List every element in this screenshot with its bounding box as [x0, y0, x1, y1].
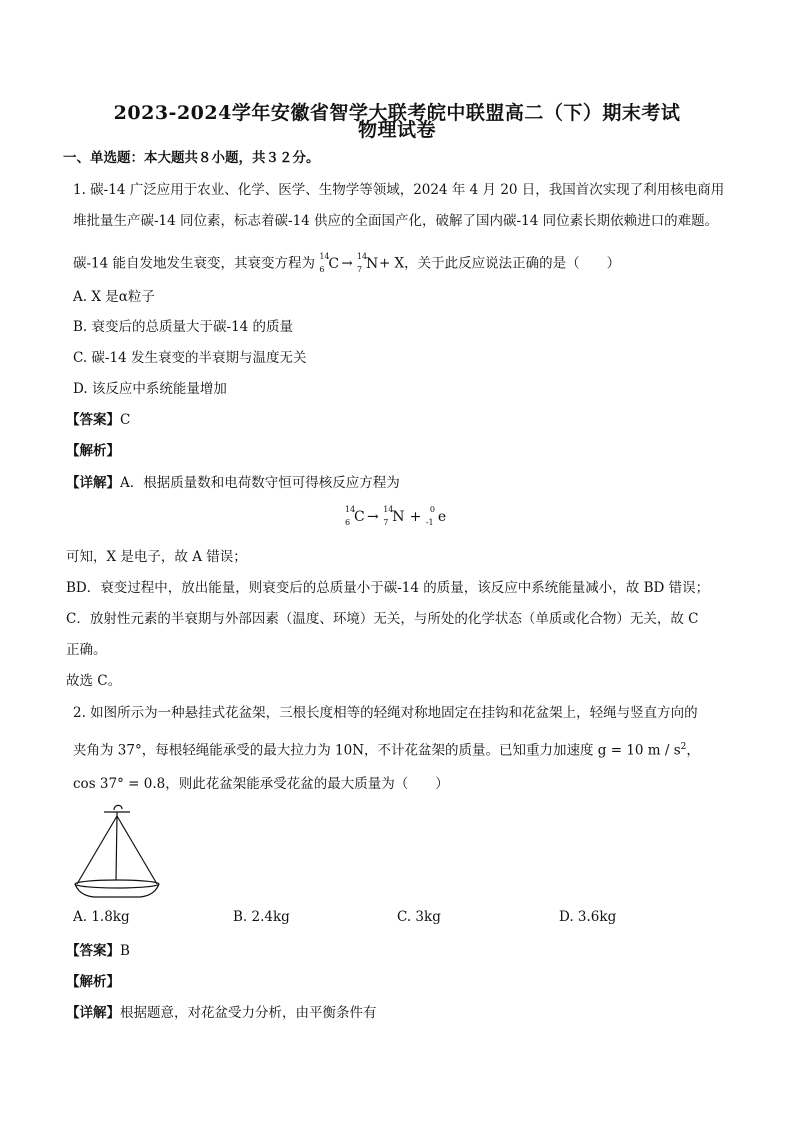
- eq-nitrogen: [383, 505, 405, 529]
- q1-equation: [345, 505, 450, 529]
- q1-option-a: A. X 是α粒子: [73, 289, 155, 305]
- q2-superscript: 2: [680, 742, 687, 752]
- q2-analysis-tag: 【解析】: [66, 974, 120, 990]
- rope-right: [117, 816, 157, 884]
- q1-line3-post: ，关于此反应说法正确的是（ ）: [404, 255, 621, 272]
- eq-carbon-charge: 6: [345, 518, 351, 527]
- q2-line2-text: 夹角为 37°，每根轻绳能承受的最大拉力为 10N，不计花盆架的质量。已知重力加速度 g = 10 m / s: [73, 742, 681, 759]
- eq-electron-mass: 0: [429, 505, 435, 514]
- exam-title: 2023-2024学年安徽省智学大联考皖中联盟高二（下）期末考试: [113, 102, 681, 124]
- carbon-symbol: C: [328, 256, 340, 272]
- q1-line3: [73, 252, 620, 276]
- q1-line-l5: 故选 C。: [66, 673, 122, 689]
- q2-detail: [66, 1003, 377, 1023]
- q2-line3: cos 37° = 0.8，则此花盆架能承受花盆的最大质量为（ ）: [73, 776, 449, 792]
- detail-text: A．根据质量数和电荷数守恒可得核反应方程为: [120, 475, 400, 491]
- q2-answer: [66, 941, 130, 961]
- eq-plus: +: [409, 509, 422, 525]
- q2-option-d: D. 3.6kg: [559, 909, 617, 925]
- q1-line-l1: 可知，X 是电子，故 A 错误；: [66, 549, 247, 565]
- eq-carbon-symbol: C: [354, 509, 365, 525]
- nitrogen-symbol: N: [365, 256, 379, 272]
- q1-line2: 堆批量生产碳-14 同位素，标志着碳-14 供应的全面国产化，破解了国内碳-14 同位素长期依赖进口的难题。: [73, 213, 719, 229]
- eq-arrow: →: [367, 509, 379, 525]
- hook-icon: [114, 805, 122, 810]
- q2-option-c: C. 3kg: [397, 909, 441, 925]
- q1-detail: [66, 473, 400, 493]
- basin-body: [75, 884, 159, 897]
- q1-line-l4: 正确。: [66, 642, 107, 658]
- eq-electron-symbol: e: [437, 509, 447, 525]
- q1-line-l3: C．放射性元素的半衰期与外部因素（温度、环境）无关，与所处的化学状态（单质或化合物）无关，故 C: [66, 611, 699, 627]
- q1-line-l2: BD．衰变过程中，放出能量，则衰变后的总质量小于碳-14 的质量，该反应中系统能量减小，故 BD 错误；: [66, 580, 710, 596]
- carbon-charge: 6: [319, 265, 325, 274]
- q1-option-d: D. 该反应中系统能量增加: [73, 381, 227, 397]
- exam-subtitle: [0, 115, 794, 142]
- section-heading: 一、单选题：本大题共８小题，共３２分。: [63, 150, 320, 166]
- plus-x: + X: [378, 255, 405, 272]
- q2-line2: [73, 737, 700, 761]
- nitrogen-charge: 7: [356, 265, 363, 274]
- eq-carbon-mass: 14: [345, 505, 356, 514]
- q1-answer: [66, 410, 130, 430]
- carbon-nuclide: [319, 252, 341, 276]
- answer-value: C: [120, 412, 131, 428]
- eq-nitrogen-symbol: N: [392, 509, 405, 525]
- eq-electron-charge: -1: [425, 518, 434, 527]
- q1-line3-pre: 碳-14 能自发地发生衰变，其衰变方程为: [73, 255, 316, 272]
- eq-electron: [426, 505, 450, 529]
- flowerpot-hanger-figure: [72, 800, 162, 902]
- q1-option-c: C. 碳-14 发生衰变的半衰期与温度无关: [73, 350, 307, 366]
- decay-arrow: →: [341, 255, 353, 272]
- detail-tag: 【详解】: [66, 475, 120, 491]
- eq-nitrogen-charge: 7: [383, 518, 389, 527]
- nitrogen-mass: 14: [356, 252, 368, 261]
- eq-carbon: [345, 505, 367, 529]
- carbon-mass: 14: [319, 252, 330, 261]
- q2-answer-tag: 【答案】: [66, 943, 120, 959]
- q2-line2-end: ，: [686, 742, 700, 759]
- q2-option-b: B. 2.4kg: [233, 909, 290, 925]
- q1-line1: 1. 碳-14 广泛应用于农业、化学、医学、生物学等领域，2024 年 4 月 20 日，我国首次实现了利用核电商用: [73, 182, 725, 198]
- q1-option-b: B. 衰变后的总质量大于碳-14 的质量: [73, 319, 294, 335]
- answer-tag: 【答案】: [66, 412, 120, 428]
- rope-left: [77, 816, 117, 884]
- rope-middle: [116, 816, 117, 880]
- q1-analysis-tag: 【解析】: [66, 443, 120, 459]
- q2-detail-tag: 【详解】: [66, 1005, 120, 1021]
- eq-nitrogen-mass: 14: [383, 505, 394, 514]
- subtitle-text: 物理试卷: [357, 119, 436, 141]
- nitrogen-nuclide: [357, 252, 379, 276]
- q2-detail-text: 根据题意，对花盆受力分析，由平衡条件有: [120, 1005, 377, 1021]
- q2-answer-value: B: [120, 943, 130, 959]
- q2-line1: 2. 如图所示为一种悬挂式花盆架，三根长度相等的轻绳对称地固定在挂钩和花盆架上，轻绳与竖直方向的: [73, 705, 698, 721]
- q2-option-a: A. 1.8kg: [73, 909, 130, 925]
- basin-rim: [75, 880, 159, 888]
